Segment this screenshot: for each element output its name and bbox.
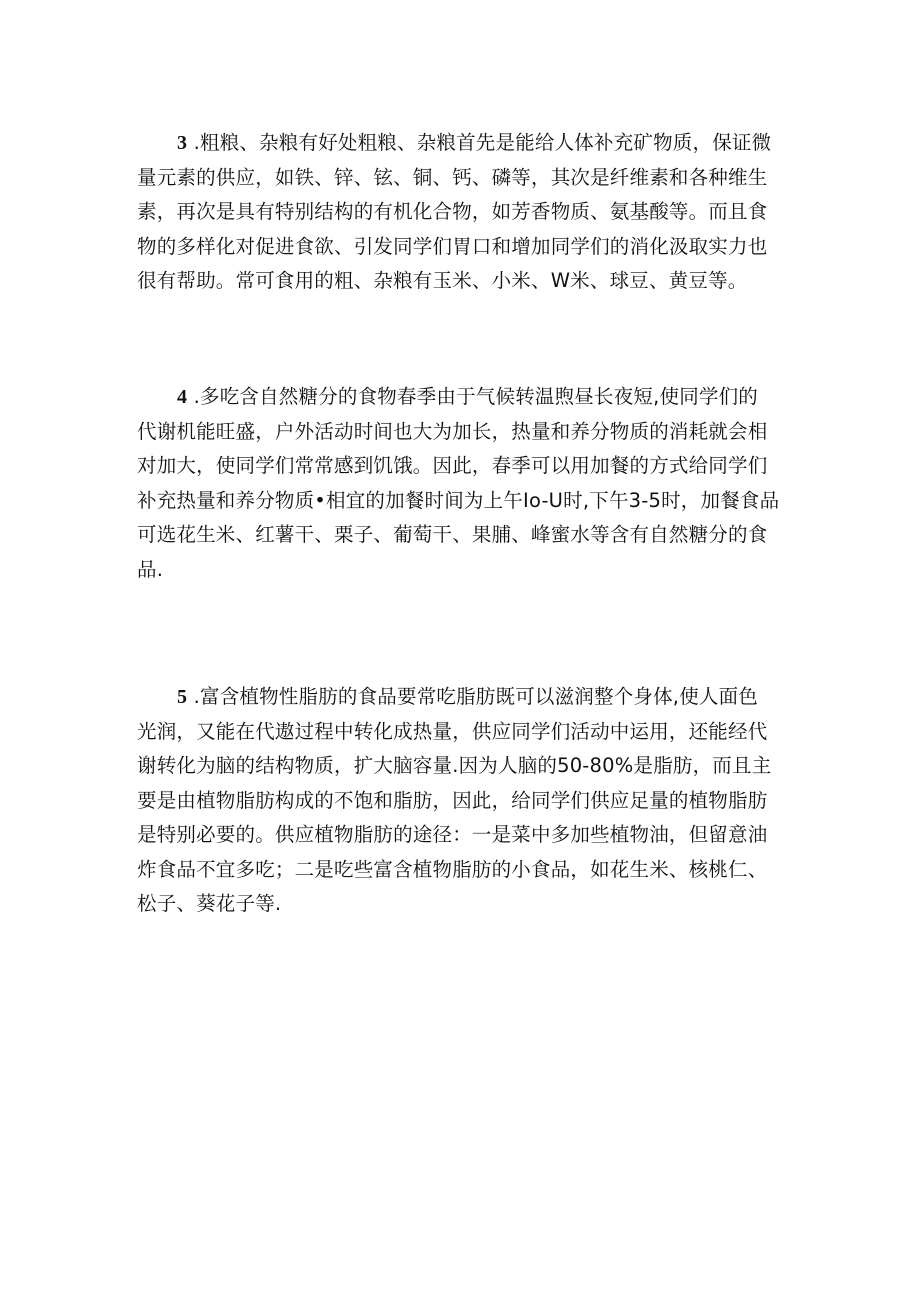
paragraph-number: 5 — [177, 686, 188, 708]
paragraph-line — [137, 680, 787, 715]
paragraph-number: 4 — [177, 386, 188, 408]
paragraph-4 — [137, 380, 787, 587]
paragraph-line — [137, 126, 787, 161]
paragraph-line: 炸食品不宜多吃；二是吃些富含植物脂肪的小食品，如花生米、核桃仁、 — [137, 857, 768, 881]
paragraph-line: 可选花生米、红薯干、栗子、葡萄干、果脯、峰蜜水等含有自然糖分的食 — [137, 523, 768, 546]
paragraph-5 — [137, 680, 787, 922]
paragraph-line: 松子、葵花子等. — [137, 892, 282, 915]
paragraph-line — [137, 380, 787, 415]
paragraph-line: 很有帮助。常可食用的粗、杂粮有玉米、小米、W米、球豆、黄豆等。 — [137, 269, 748, 292]
paragraph-line: 补充热量和养分物质•相宜的加餐时间为上午Io-U时,下午3-5时，加餐食品 — [137, 488, 780, 512]
paragraph-line: 物的多样化对促进食欲、引发同学们胃口和增加同学们的消化汲取实力也 — [137, 234, 768, 258]
paragraph-line: 要是由植物脂肪构成的不饱和脂肪，因此，给同学们供应足量的植物脂肪 — [137, 788, 768, 812]
paragraph-text: .富含植物性脂肪的食品要常吃脂肪既可以滋润整个身体,使人面色 — [193, 685, 759, 708]
paragraph-line: 素，再次是具有特别结构的有机化合物，如芳香物质、氨基酸等。而且食 — [137, 200, 768, 223]
paragraph-line: 光润，又能在代遨过程中转化成热量，供应同学们活动中运用，还能经代 — [137, 719, 768, 743]
paragraph-line: 量元素的供应，如铁、锌、铉、铜、钙、磷等，其次是纤维素和各种维生 — [137, 165, 768, 189]
paragraph-line: 是特别必要的。供应植物脂肪的途径：一是菜中多加些植物油，但留意油 — [137, 823, 768, 846]
paragraph-line: 谢转化为脑的结构物质，扩大脑容量.因为人脑的50-80%是脂肪，而且主 — [137, 754, 772, 777]
paragraph-line: 代谢机能旺盛，户外活动时间也大为加长，热量和养分物质的消耗就会相 — [137, 419, 768, 443]
paragraph-text: .多吃含自然糖分的食物春季由于气候转温煦昼长夜短,使同学们的 — [193, 385, 759, 408]
paragraph-number: 3 — [177, 132, 188, 154]
paragraph-line: 品. — [137, 557, 164, 581]
paragraph-3 — [137, 126, 787, 299]
paragraph-line: 对加大，使同学们常常感到饥饿。因此，春季可以用加餐的方式给同学们 — [137, 454, 768, 477]
paragraph-text: .粗粮、杂粮有好处粗粮、杂粮首先是能给人体补充矿物质，保证微 — [193, 131, 772, 154]
